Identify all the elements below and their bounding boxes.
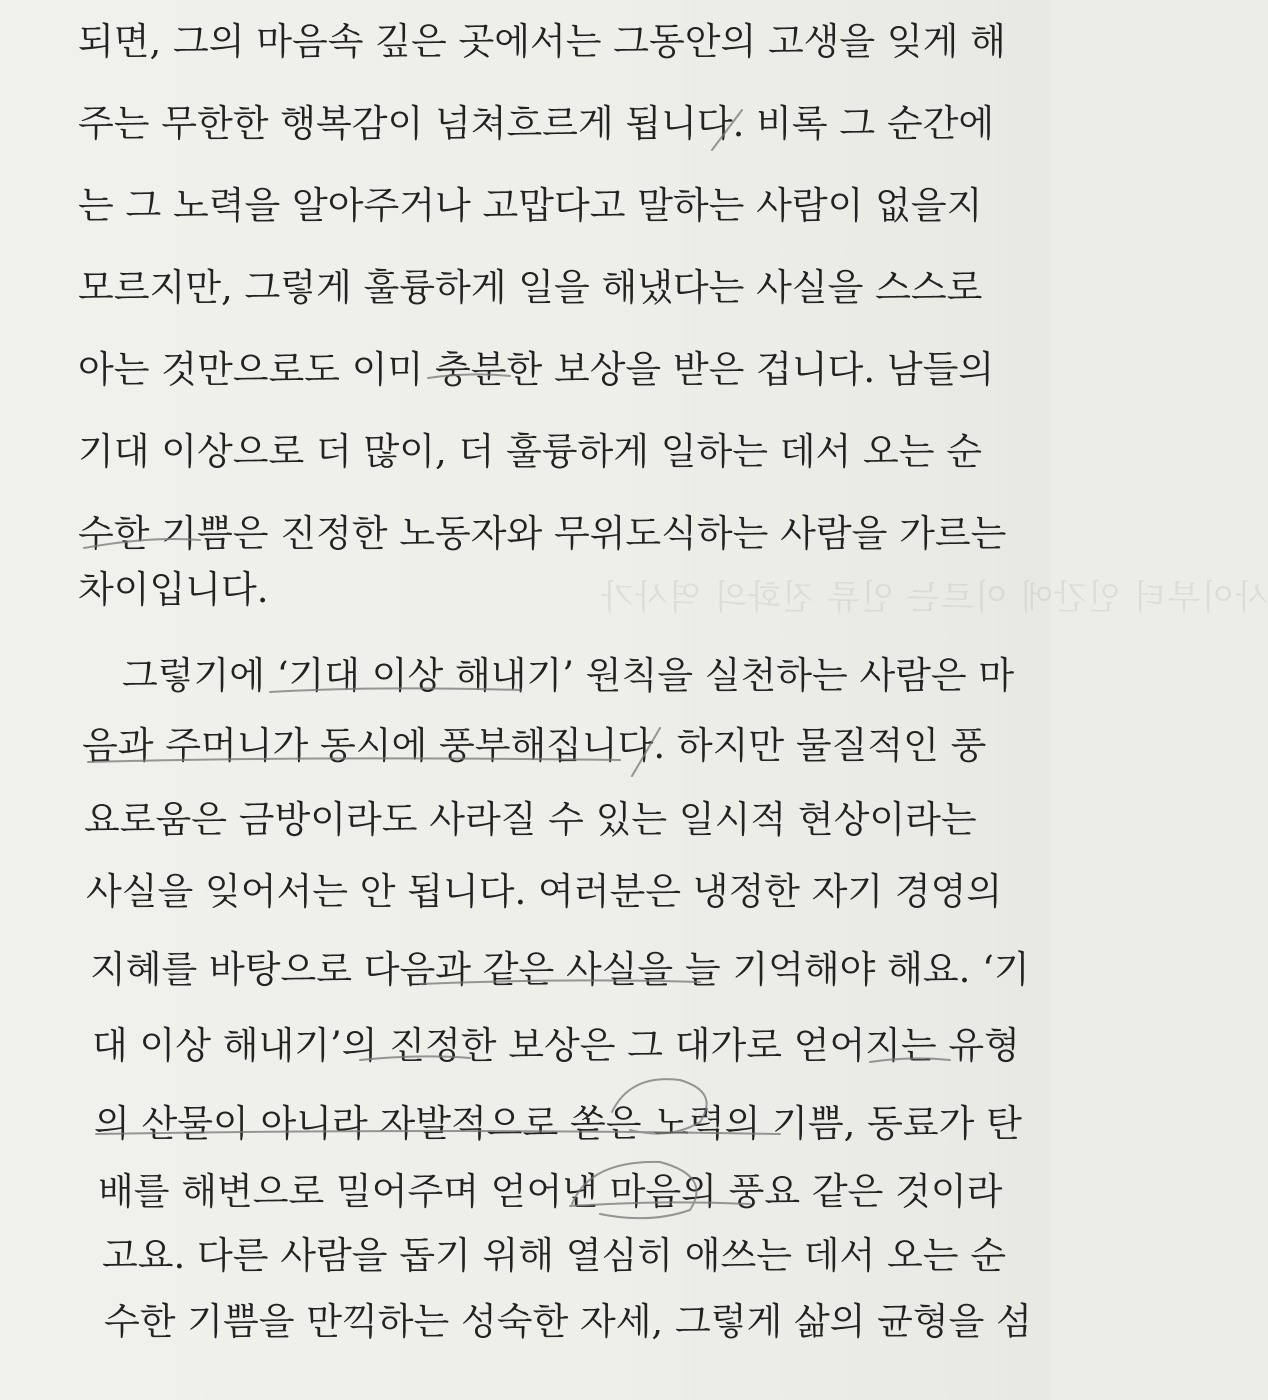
text-line: 대 이상 해내기’의 진정한 보상은 그 대가로 얻어지는 유형 (92, 1024, 1020, 1067)
text-line: 주는 무한한 행복감이 넘쳐흐르게 됩니다. 비록 그 순간에 (78, 102, 995, 145)
text-line: 음과 주머니가 동시에 풍부해집니다. 하지만 물질적인 풍 (82, 724, 987, 767)
text-line: 사실을 잊어서는 안 됩니다. 여러분은 냉정한 자기 경영의 (86, 870, 1003, 913)
text-line: 는 그 노력을 알아주거나 고맙다고 말하는 사람이 없을지 (78, 184, 983, 227)
text-line: 아는 것만으로도 이미 충분한 보상을 받은 겁니다. 남들의 (78, 348, 995, 391)
bleed-through-text: 사이부터 인간에 이르는 인류 진화의 역사가 (600, 578, 1268, 618)
text-line: 기대 이상으로 더 많이, 더 훌륭하게 일하는 데서 오는 순 (78, 430, 982, 473)
text-line: 차이입니다. (78, 568, 269, 611)
text-line: 배를 해변으로 밀어주며 얻어낸 마음의 풍요 같은 것이라 (98, 1170, 1003, 1213)
text-line: 수한 기쁨을 만끽하는 성숙한 자세, 그렇게 삶의 균형을 섬 (104, 1300, 1032, 1343)
text-line: 수한 기쁨은 진정한 노동자와 무위도식하는 사람을 가르는 (78, 512, 1007, 555)
text-line: 모르지만, 그렇게 훌륭하게 일을 해냈다는 사실을 스스로 (78, 266, 983, 309)
text-line: 지혜를 바탕으로 다음과 같은 사실을 늘 기억해야 해요. ‘기 (90, 948, 1030, 991)
text-line: 되면, 그의 마음속 깊은 곳에서는 그동안의 고생을 잊게 해 (78, 20, 1006, 63)
text-line: 고요. 다른 사람을 돕기 위해 열심히 애쓰는 데서 오는 순 (102, 1234, 1006, 1277)
text-line: 의 산물이 아니라 자발적으로 쏟은 노력의 기쁨, 동료가 탄 (94, 1102, 1022, 1145)
text-line: 그렇기에 ‘기대 이상 해내기’ 원칙을 실천하는 사람은 마 (122, 654, 1015, 697)
text-line: 요로움은 금방이라도 사라질 수 있는 일시적 현상이라는 (84, 798, 977, 841)
